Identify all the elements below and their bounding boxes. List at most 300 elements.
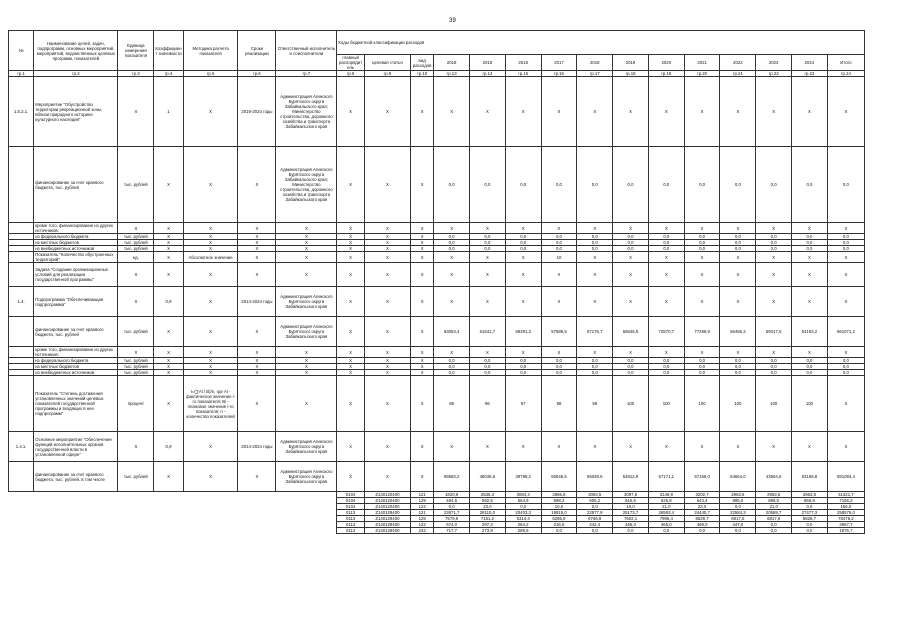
budget-cell: 0113 xyxy=(337,516,364,522)
table-cell: X xyxy=(183,432,238,462)
budget-cell: 10,0 xyxy=(613,504,649,510)
table-cell: 0,0 xyxy=(613,234,649,240)
table-cell: 99583,2 xyxy=(434,462,470,492)
table-cell: 0,0 xyxy=(613,358,649,364)
table-cell: 0,0 xyxy=(541,246,577,252)
header-coef: Коэффициент значимости xyxy=(154,31,183,71)
header-row-1 xyxy=(9,31,865,55)
table-cell: X xyxy=(276,252,337,263)
table-cell: 1 xyxy=(154,77,183,147)
table-cell: 0,0 xyxy=(756,147,792,223)
table-cell: X xyxy=(154,234,183,240)
budget-cell: 0113 xyxy=(337,522,364,528)
table-cell: 0,0 xyxy=(720,147,756,223)
budget-cell: 285,5 xyxy=(505,528,541,534)
table-cell: X xyxy=(337,287,364,317)
table-cell: X xyxy=(434,432,470,462)
table-cell: X xyxy=(154,263,183,287)
table-cell: X xyxy=(684,77,720,147)
table-cell: X xyxy=(756,77,792,147)
table-cell: X xyxy=(541,432,577,462)
table-cell: 0,0 xyxy=(505,234,541,240)
row-name: Показатель "Степень достижения установленных значений целевых показателей государственной программы и входящих в нее подпрограмм" xyxy=(34,376,118,432)
table-cell: X xyxy=(684,263,720,287)
table-cell: X xyxy=(827,223,864,234)
header-year: 2024 xyxy=(792,55,828,71)
table-cell: X xyxy=(720,287,756,317)
table-cell: X xyxy=(238,263,276,287)
table-cell: 2019-2024 годы xyxy=(238,77,276,147)
budget-cell: 26593,4 xyxy=(648,510,684,516)
table-cell: 57159,0 xyxy=(684,462,720,492)
budget-cell: 24440,7 xyxy=(684,510,720,516)
table-cell: 59317,0 xyxy=(756,317,792,347)
table-cell: 60645,5 xyxy=(541,462,577,492)
budget-cell: 0113 xyxy=(337,528,364,534)
budget-cell: 22584,3 xyxy=(720,510,756,516)
column-number: гр.22 xyxy=(756,71,792,77)
table-cell: 0,0 xyxy=(648,358,684,364)
budget-cell: 20589,7 xyxy=(756,510,792,516)
table-cell: X xyxy=(827,252,864,263)
column-number: гр.21 xyxy=(720,71,756,77)
table-cell: 0,0 xyxy=(684,147,720,223)
budget-cell: 674,0 xyxy=(434,522,470,528)
row-number: 1.4. xyxy=(9,287,34,317)
table-cell: 0,0 xyxy=(720,240,756,246)
budget-cell: 121 xyxy=(411,492,434,498)
header-unit: Единица измерения показателя xyxy=(118,31,154,71)
table-cell: X xyxy=(238,240,276,246)
header-year: 2019 xyxy=(470,55,506,71)
table-cell: X xyxy=(613,223,649,234)
table-cell: X xyxy=(183,263,238,287)
table-cell: X xyxy=(337,347,364,358)
table-cell: X xyxy=(827,77,864,147)
table-row xyxy=(9,77,865,147)
table-row xyxy=(9,317,865,347)
column-number: гр.23 xyxy=(792,71,828,77)
column-number: гр.17 xyxy=(577,71,613,77)
table-cell: 0,0 xyxy=(505,246,541,252)
table-cell: X xyxy=(648,347,684,358)
column-number: гр.1 xyxy=(9,71,34,77)
table-cell: X xyxy=(276,223,337,234)
table-cell: X xyxy=(411,246,434,252)
budget-cell: 3084,5 xyxy=(577,492,613,498)
budget-cell: 23671,7 xyxy=(434,510,470,516)
table-cell: 0,0 xyxy=(648,364,684,370)
budget-cell: 2963,6 xyxy=(756,492,792,498)
budget-cell: 122 xyxy=(411,522,434,528)
table-cell: X xyxy=(577,252,613,263)
budget-cell: 7996,4 xyxy=(648,516,684,522)
table-cell: 0,0 xyxy=(577,358,613,364)
table-cell: 0,0 xyxy=(648,370,684,376)
table-cell: 0,0 xyxy=(827,364,864,370)
table-cell: X xyxy=(238,246,276,252)
table-cell: 0,0 xyxy=(470,370,506,376)
table-cell: X xyxy=(183,223,238,234)
table-cell: X xyxy=(154,364,183,370)
table-cell: Администрация Агинского Бурятского округа Забайкальского края xyxy=(276,287,337,317)
budget-cell: 643,4 xyxy=(684,498,720,504)
budget-cell: Z140129400 xyxy=(364,516,410,522)
column-number: гр.2 xyxy=(34,71,118,77)
table-cell: X xyxy=(238,370,276,376)
header-year: 2022 xyxy=(720,55,756,71)
table-cell: Администрация Агинского Бурятского округа Забайкальского края xyxy=(276,462,337,492)
table-cell: 100 xyxy=(756,376,792,432)
table-cell: 0,0 xyxy=(684,358,720,364)
table-cell: X xyxy=(337,462,364,492)
table-cell: 0,0 xyxy=(434,240,470,246)
table-cell: 0,0 xyxy=(470,240,506,246)
table-row xyxy=(9,223,865,234)
table-cell: X xyxy=(118,287,154,317)
budget-cell: 3097,5 xyxy=(613,492,649,498)
table-cell: X xyxy=(238,317,276,347)
budget-cell: 605,2 xyxy=(577,498,613,504)
budget-cell: 21,0 xyxy=(648,504,684,510)
budget-cell: 19915,0 xyxy=(541,510,577,516)
table-cell: X xyxy=(337,370,364,376)
row-name: Основное мероприятие "Обеспечение функций исполнительных органов государственной власти в установленной сфере" xyxy=(34,432,118,462)
table-cell: X xyxy=(154,223,183,234)
table-cell: 0,0 xyxy=(756,370,792,376)
table-cell: 0,0 xyxy=(505,147,541,223)
row-name: из внебюджетных источников xyxy=(34,370,118,376)
table-cell: 0,0 xyxy=(505,364,541,370)
table-cell: X xyxy=(411,263,434,287)
row-name: финансирование за счет краевого бюджета, тыс. рублей, в том числе xyxy=(34,462,118,492)
budget-cell: 5314,4 xyxy=(505,516,541,522)
table-cell: 0,0 xyxy=(434,234,470,240)
table-cell: X xyxy=(720,223,756,234)
table-cell: 0,0 xyxy=(827,246,864,252)
column-number: гр.7 xyxy=(276,71,337,77)
budget-cell: 0,0 xyxy=(756,522,792,528)
row-name: из внебюджетных источников xyxy=(34,246,118,252)
table-cell: X xyxy=(434,263,470,287)
table-cell: 0,0 xyxy=(756,234,792,240)
table-cell: 0,0 xyxy=(505,240,541,246)
budget-cell: 3149,9 xyxy=(648,492,684,498)
page-number: 39 xyxy=(449,18,456,24)
budget-cell: 7151,2 xyxy=(470,516,506,522)
budget-cell: Z140129400 xyxy=(364,510,410,516)
table-cell: 661071,2 xyxy=(827,317,864,347)
table-cell: 99 xyxy=(577,376,613,432)
column-number: гр.18 xyxy=(613,71,649,77)
row-number xyxy=(9,263,34,287)
table-cell: X xyxy=(364,240,410,246)
table-cell: процент xyxy=(118,376,154,432)
budget-cell: 242,4 xyxy=(577,522,613,528)
row-name: кроме того, финансирование из других источников: xyxy=(34,347,118,358)
table-cell: X xyxy=(364,147,410,223)
table-cell: X xyxy=(541,77,577,147)
table-cell: 0,0 xyxy=(541,358,577,364)
budget-cell: 0,0 xyxy=(434,504,470,510)
budget-cell: 469,0 xyxy=(684,522,720,528)
table-cell: тыс. рублей xyxy=(118,234,154,240)
budget-cell: 129 xyxy=(411,516,434,522)
row-name: из местных бюджетов xyxy=(34,240,118,246)
table-cell: 0,0 xyxy=(756,246,792,252)
table-cell: X xyxy=(364,246,410,252)
table-cell: 0,0 xyxy=(648,240,684,246)
table-cell: X xyxy=(154,347,183,358)
table-cell: 0,0 xyxy=(434,364,470,370)
table-cell: 0,0 xyxy=(756,364,792,370)
header-num: № xyxy=(9,31,34,71)
table-cell: X xyxy=(411,317,434,347)
column-number: гр.14 xyxy=(470,71,506,77)
table-cell: 53168,8 xyxy=(792,462,828,492)
table-cell: X xyxy=(411,432,434,462)
table-cell: 0,0 xyxy=(541,370,577,376)
table-cell: 0,0 xyxy=(541,364,577,370)
table-cell: X xyxy=(238,223,276,234)
table-cell: 100 xyxy=(613,376,649,432)
table-cell: X xyxy=(411,358,434,364)
table-cell: 66645,5 xyxy=(613,317,649,347)
table-cell: X xyxy=(648,432,684,462)
column-number: гр.15 xyxy=(505,71,541,77)
table-row xyxy=(9,432,865,462)
table-cell: X xyxy=(364,370,410,376)
table-cell: X xyxy=(684,252,720,263)
budget-cell: 0,0 xyxy=(792,528,828,534)
row-number xyxy=(9,347,34,358)
table-cell: X xyxy=(684,223,720,234)
table-cell: X xyxy=(154,246,183,252)
budget-cell: 25173,7 xyxy=(613,510,649,516)
header-total: Итого xyxy=(827,55,864,71)
table-cell: 0,0 xyxy=(756,358,792,364)
table-cell: X xyxy=(411,462,434,492)
table-cell: 0,0 xyxy=(827,240,864,246)
table-cell: X xyxy=(411,234,434,240)
row-name: кроме того, финансирование из других источников: xyxy=(34,223,118,234)
table-cell: 0,0 xyxy=(827,370,864,376)
table-cell: 0,0 xyxy=(792,246,828,252)
column-number: гр.13 xyxy=(434,71,470,77)
table-cell: X xyxy=(238,462,276,492)
budget-cell: 866,9 xyxy=(792,498,828,504)
empty-cell xyxy=(154,528,183,534)
table-cell: 96 xyxy=(470,376,506,432)
table-cell: 0,0 xyxy=(577,370,613,376)
table-row xyxy=(9,347,865,358)
table-cell: 63053,4 xyxy=(434,317,470,347)
table-cell: X xyxy=(183,240,238,246)
budget-cell: 895,0 xyxy=(756,498,792,504)
budget-cell: 0113 xyxy=(337,510,364,516)
header-target: целевая статья xyxy=(364,55,410,71)
table-cell: X xyxy=(183,358,238,364)
table-cell: X xyxy=(276,246,337,252)
table-cell: X xyxy=(118,347,154,358)
table-cell: X xyxy=(364,376,410,432)
table-cell: X xyxy=(337,252,364,263)
table-cell: X xyxy=(364,364,410,370)
header-year: 2021 xyxy=(684,55,720,71)
table-cell: X xyxy=(337,376,364,432)
table-cell: тыс. рублей xyxy=(118,370,154,376)
table-cell: X xyxy=(364,347,410,358)
table-cell: X xyxy=(541,287,577,317)
table-cell: X xyxy=(411,223,434,234)
budget-cell: 0,0 xyxy=(541,528,577,534)
table-cell: X xyxy=(756,432,792,462)
table-cell: X xyxy=(827,287,864,317)
empty-cell xyxy=(238,528,276,534)
budget-cell: 615,6 xyxy=(613,498,649,504)
header-year: 2017 xyxy=(541,55,577,71)
table-cell: 57589,5 xyxy=(541,317,577,347)
table-cell: X xyxy=(470,77,506,147)
row-name: Показатель "Количество обустроенных территорий" xyxy=(34,252,118,263)
table-cell: X xyxy=(684,347,720,358)
table-cell: X xyxy=(154,462,183,492)
table-cell: X xyxy=(238,147,276,223)
table-cell: X xyxy=(276,358,337,364)
table-cell: 0,0 xyxy=(613,364,649,370)
budget-cell: 121 xyxy=(411,510,434,516)
budget-cell: 20403,3 xyxy=(505,510,541,516)
table-cell: 0,9 xyxy=(154,432,183,462)
column-number: гр.6 xyxy=(238,71,276,77)
empty-cell xyxy=(9,528,34,534)
table-cell: 0,0 xyxy=(756,240,792,246)
table-cell: X xyxy=(364,223,410,234)
budget-cell: 273,8 xyxy=(470,528,506,534)
table-cell: X xyxy=(756,252,792,263)
table-row xyxy=(9,376,865,432)
table-cell: X xyxy=(613,287,649,317)
table-cell: X xyxy=(827,263,864,287)
budget-cell: 1820,9 xyxy=(434,492,470,498)
header-year: 2016 xyxy=(505,55,541,71)
header-year: 2020 xyxy=(648,55,684,71)
table-cell: X xyxy=(648,252,684,263)
table-cell: X xyxy=(505,432,541,462)
table-cell: X xyxy=(792,252,828,263)
table-cell: 0,0 xyxy=(648,147,684,223)
table-cell: X xyxy=(577,287,613,317)
table-cell: 100 xyxy=(684,376,720,432)
table-cell: X xyxy=(792,287,828,317)
table-cell: 0,0 xyxy=(541,147,577,223)
table-row xyxy=(9,462,865,492)
budget-cell: 21,0 xyxy=(756,504,792,510)
table-cell: X xyxy=(154,240,183,246)
table-cell: X xyxy=(337,240,364,246)
budget-cell: 258576,0 xyxy=(827,510,864,516)
table-cell: X xyxy=(411,240,434,246)
budget-cell: 7166,2 xyxy=(827,498,864,504)
row-number: 1.5.2.1. xyxy=(9,77,34,147)
table-cell: 0,0 xyxy=(684,234,720,240)
budget-cell: 0104 xyxy=(337,498,364,504)
budget-cell: 7602,1 xyxy=(613,516,649,522)
budget-cell: 23,0 xyxy=(684,504,720,510)
table-cell: X xyxy=(118,432,154,462)
table-cell: 0,9 xyxy=(154,287,183,317)
table-cell: X xyxy=(276,263,337,287)
table-cell: X xyxy=(183,287,238,317)
table-cell: X xyxy=(118,223,154,234)
table-cell: X xyxy=(720,347,756,358)
table-cell: 2014-2024 годы xyxy=(238,432,276,462)
budget-cell: 27477,3 xyxy=(792,510,828,516)
table-cell: X xyxy=(238,252,276,263)
table-cell: X xyxy=(154,252,183,263)
budget-code-row xyxy=(9,528,865,534)
table-cell: X xyxy=(337,358,364,364)
table-cell: 67176,7 xyxy=(577,317,613,347)
table-cell: X xyxy=(276,234,337,240)
table-cell: X xyxy=(364,432,410,462)
budget-cell: 494,5 xyxy=(434,498,470,504)
table-cell: 0,0 xyxy=(434,358,470,364)
table-cell: X xyxy=(720,432,756,462)
table-cell: X xyxy=(577,347,613,358)
budget-cell: 23,0 xyxy=(470,504,506,510)
column-number: гр.5 xyxy=(183,71,238,77)
table-cell: 0,0 xyxy=(434,147,470,223)
budget-cell: Z140120400 xyxy=(364,498,410,504)
table-cell: X xyxy=(434,347,470,358)
table-cell: 72870,7 xyxy=(648,317,684,347)
table-cell: X xyxy=(183,147,238,223)
table-cell: 0,0 xyxy=(827,147,864,223)
table-cell: X xyxy=(337,432,364,462)
column-number: гр.16 xyxy=(541,71,577,77)
table-cell: X xyxy=(613,347,649,358)
table-cell: X xyxy=(364,252,410,263)
table-cell: X xyxy=(364,234,410,240)
table-cell: 95 xyxy=(434,376,470,432)
row-number xyxy=(9,252,34,263)
table-cell: X xyxy=(720,252,756,263)
table-cell: X xyxy=(756,287,792,317)
table-cell: 0,0 xyxy=(541,234,577,240)
budget-cell: 0,0 xyxy=(756,528,792,534)
budget-cell: 6817,6 xyxy=(720,516,756,522)
table-cell: X xyxy=(505,252,541,263)
table-cell: X xyxy=(183,347,238,358)
table-cell: 0,0 xyxy=(613,240,649,246)
budget-cell: 6285,8 xyxy=(541,516,577,522)
table-cell: X xyxy=(613,263,649,287)
table-cell: X xyxy=(337,263,364,287)
header-year: 2018 xyxy=(434,55,470,71)
row-name: Мероприятие "Обустройство территории рекреационной зоны, вблизи природного историко-культурного наследия" xyxy=(34,77,118,147)
table-cell: X xyxy=(684,432,720,462)
table-cell: 100 xyxy=(720,376,756,432)
table-cell: Администрация Агинского Бурятского округа Забайкальского края xyxy=(276,317,337,347)
table-cell: X xyxy=(364,358,410,364)
table-cell: 0,0 xyxy=(434,246,470,252)
table-row xyxy=(9,252,865,263)
table-cell: X xyxy=(541,263,577,287)
column-number: гр.4 xyxy=(154,71,183,77)
budget-cell: 0104 xyxy=(337,492,364,498)
table-cell: X xyxy=(613,252,649,263)
